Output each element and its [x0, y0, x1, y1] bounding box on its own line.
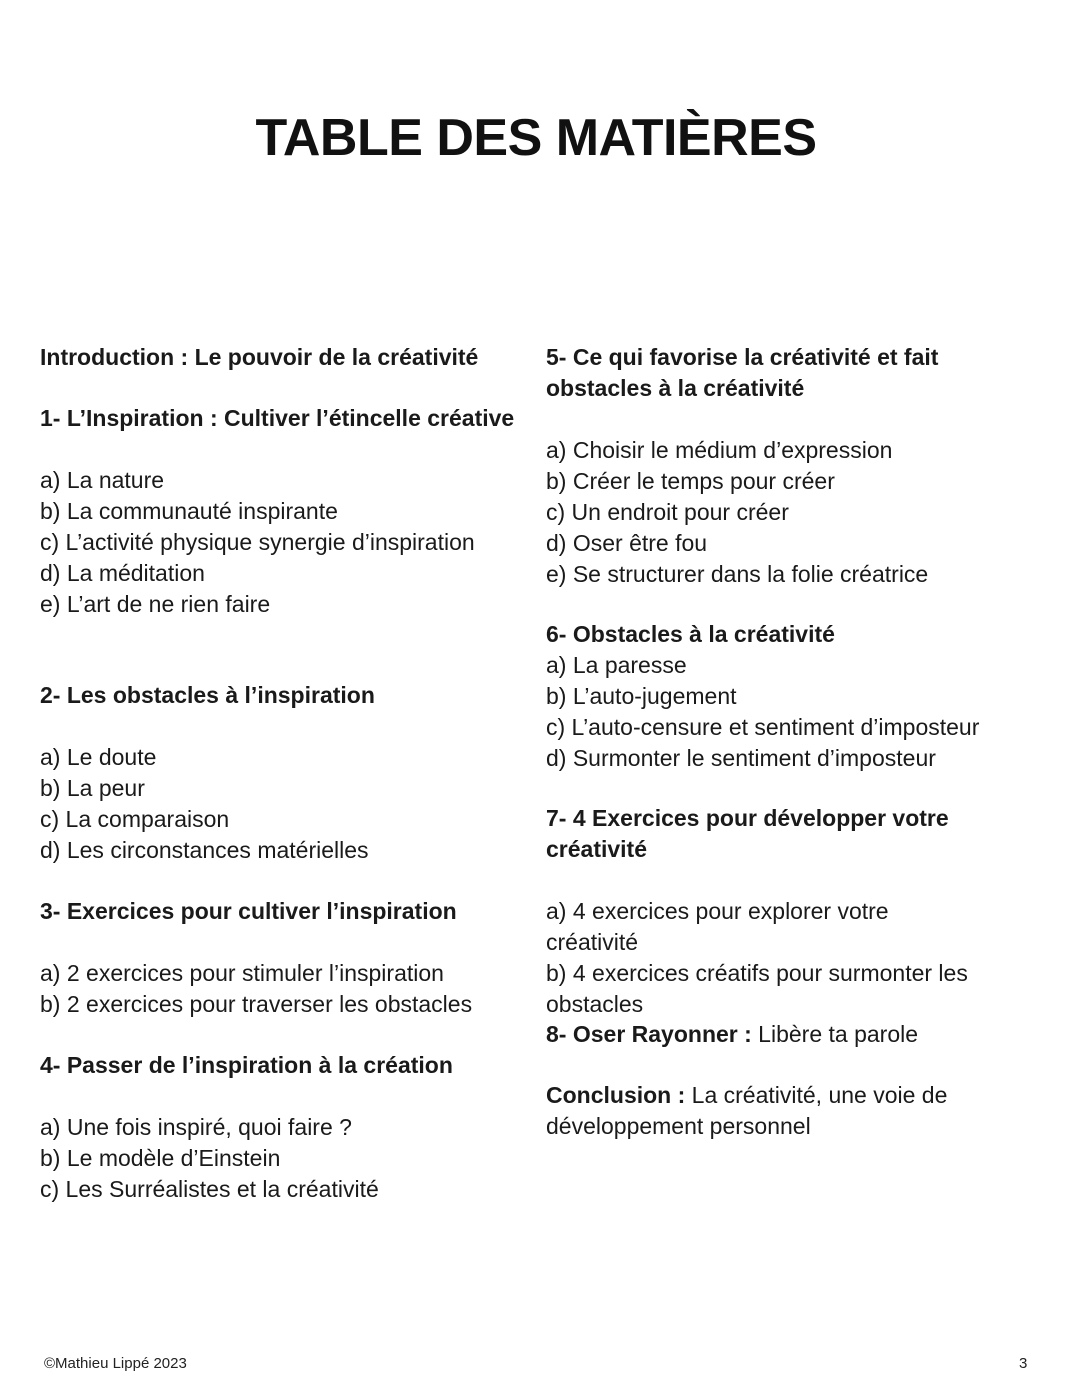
section-heading: 1- L’Inspiration : Cultiver l’étincelle créative — [40, 405, 515, 431]
toc-item: b) La peur — [40, 775, 145, 801]
section-heading: 3- Exercices pour cultiver l’inspiration — [40, 898, 457, 924]
toc-item: d) La méditation — [40, 560, 205, 586]
toc-item: d) Surmonter le sentiment d’imposteur — [546, 745, 936, 771]
toc-section-5 — [546, 342, 976, 590]
toc-item: a) Choisir le médium d’expression — [546, 437, 893, 463]
toc-section-3 — [40, 896, 520, 1020]
toc-item: e) L’art de ne rien faire — [40, 591, 271, 617]
section-heading: 5- Ce qui favorise la créativité et fait obstacles à la créativité — [546, 344, 939, 401]
conclusion-subtitle: La créativité, une voie de développement personnel — [546, 1082, 948, 1139]
toc-item: c) Un endroit pour créer — [546, 499, 789, 525]
page-title: TABLE DES MATIÈRES — [255, 109, 817, 167]
toc-intro — [40, 342, 520, 373]
toc-item: a) 4 exercices pour explorer votre créativité — [546, 898, 889, 955]
section-heading: 6- Obstacles à la créativité — [546, 621, 835, 647]
toc-item: b) L’auto-jugement — [546, 683, 737, 709]
toc-item: c) L’auto-censure et sentiment d’imposteur — [546, 714, 980, 740]
toc-item: d) Les circonstances matérielles — [40, 837, 369, 863]
toc-item: b) Créer le temps pour créer — [546, 468, 835, 494]
section-heading: 7- 4 Exercices pour développer votre créativité — [546, 805, 949, 862]
toc-section-4 — [40, 1050, 520, 1205]
toc-item: a) Une fois inspiré, quoi faire ? — [40, 1114, 352, 1140]
intro-heading: Introduction : Le pouvoir de la créativité — [40, 344, 479, 370]
section-subtitle: Libère ta parole — [751, 1021, 919, 1047]
toc-item: c) La comparaison — [40, 806, 230, 832]
toc-item: c) Les Surréalistes et la créativité — [40, 1176, 379, 1202]
toc-conclusion — [546, 1080, 976, 1142]
toc-section-7 — [546, 803, 986, 1020]
toc-item: b) La communauté inspirante — [40, 498, 338, 524]
toc-item: a) La nature — [40, 467, 165, 493]
toc-item: e) Se structurer dans la folie créatrice — [546, 561, 929, 587]
section-heading: 8- Oser Rayonner : — [546, 1021, 752, 1047]
toc-item: a) 2 exercices pour stimuler l’inspiration — [40, 960, 444, 986]
conclusion-heading: Conclusion : — [546, 1082, 686, 1108]
section-heading: 4- Passer de l’inspiration à la création — [40, 1052, 453, 1078]
toc-section-2 — [40, 680, 520, 866]
toc-item: a) Le doute — [40, 744, 157, 770]
toc-item: d) Oser être fou — [546, 530, 708, 556]
toc-item: b) Le modèle d’Einstein — [40, 1145, 281, 1171]
page-number: 3 — [1019, 1355, 1028, 1372]
toc-section-8 — [546, 1019, 1036, 1050]
toc-item: a) La paresse — [546, 652, 687, 678]
copyright: ©Mathieu Lippé 2023 — [44, 1355, 187, 1372]
toc-section-6 — [546, 619, 1036, 774]
toc-section-1 — [40, 403, 520, 620]
toc-item: b) 2 exercices pour traverser les obstacles — [40, 991, 473, 1017]
toc-item: c) L’activité physique synergie d’inspiration — [40, 529, 475, 555]
section-heading: 2- Les obstacles à l’inspiration — [40, 682, 375, 708]
toc-item: b) 4 exercices créatifs pour surmonter les obstacles — [546, 960, 968, 1017]
